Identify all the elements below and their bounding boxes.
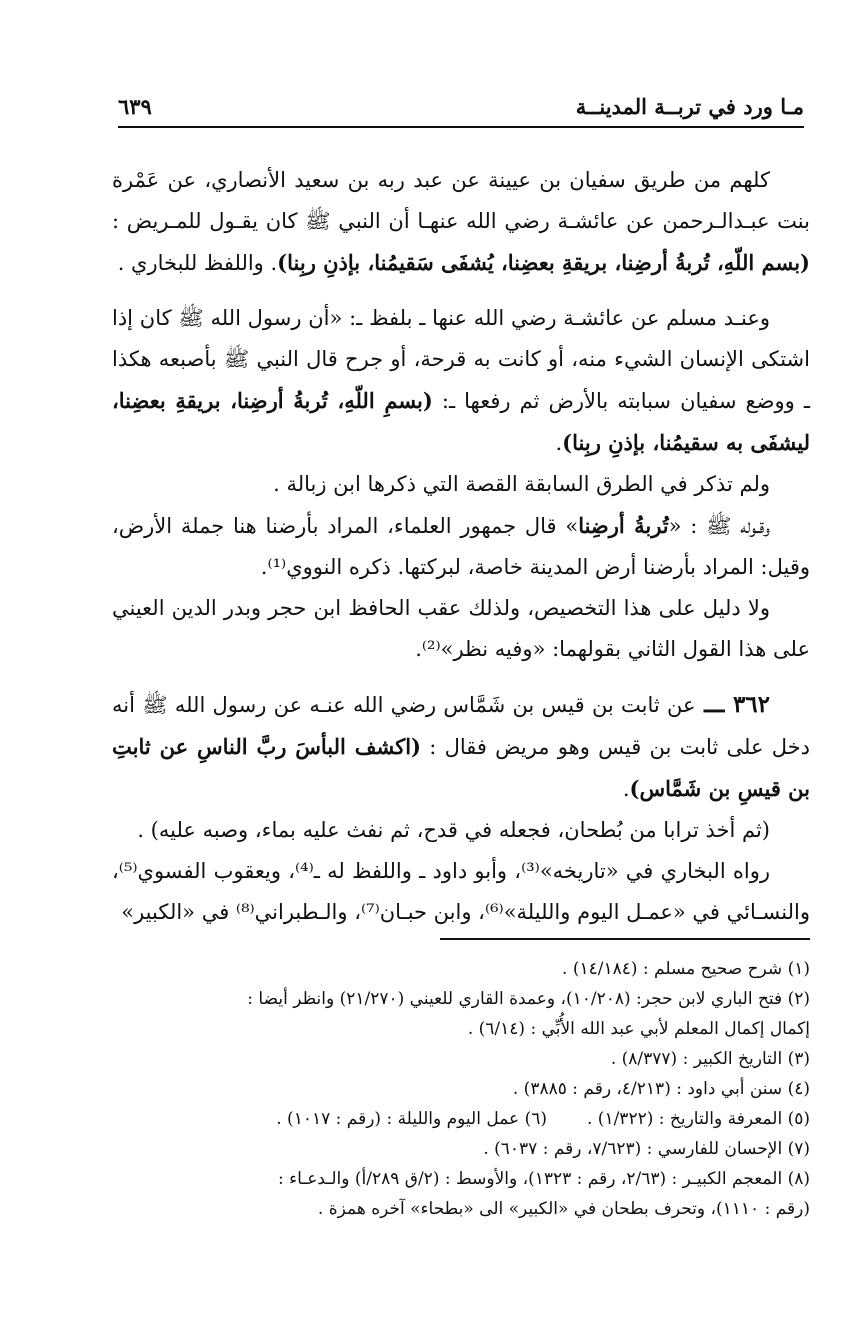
paragraph-4 xyxy=(112,505,810,588)
page-number: ٦٣٩ xyxy=(118,93,152,119)
footnote-7: (٧) الإحسان للفارسي : (٧/٦٢٣، رقم : ٦٠٣٧) . xyxy=(483,1139,810,1159)
hadith-362 xyxy=(112,684,810,810)
paragraph-1-text: كلهم من طريق سفيان بن عيينة عن عبد ربه بن سعيد الأنصاري، عن عَمْرة بنت عبـدالـرحمن عن عائشـة رضي الله عنهـا أن النبي ﷺ كان يقـول للمـريض : xyxy=(112,168,810,233)
footnote-separator xyxy=(440,938,810,940)
paragraph-4-start: وقـوله ﷺ : « xyxy=(668,514,770,538)
paragraph-2-quote: (بسمِ اللّهِ، تُربةُ أرضِنا، بريقةِ بعضِنا، ليشفَى به سقيمُنا، بإذنِ ربِنا) xyxy=(112,388,810,455)
paragraph-1 xyxy=(112,160,810,284)
footnote-1: (١) شرح صحيح مسلم : (١٤/١٨٤) . xyxy=(562,959,810,979)
paragraph-1-quote: (بسم اللّهِ، تُربةُ أرضِنا، بريقةِ بعضِنا، يُشفَى سَقيمُنا، بإذنِ ربِنا) xyxy=(277,250,810,275)
footnote-5: (٥) المعرفة والتاريخ : (١/٣٢٢) . xyxy=(587,1109,810,1129)
paragraph-4-end: » قال جمهور العلماء، المراد بأرضنا هنا جملة الأرض، وقيل: المراد بأرضنا أرض المدينة خاصة، لبركتها. ذكره النووي⁽¹⁾. xyxy=(112,514,810,579)
footnote-5-6-row xyxy=(112,1104,810,1134)
footnote-8-continued: (رقم : ١١١٠)، وتحرف بطحان في «الكبير» الى «بطحاء» آخره همزة . xyxy=(317,1199,810,1219)
paragraph-2-end: . xyxy=(555,431,563,455)
paragraph-2 xyxy=(112,298,810,464)
footnotes xyxy=(112,954,810,1224)
footnote-8: (٨) المعجم الكبيـر : (٢/٦٣، رقم : ١٣٢٣)، والأوسط : (٢/ق ٢٨٩/أ) والـدعـاء : xyxy=(278,1169,810,1189)
footnote-6: (٦) عمل اليوم والليلة : (رقم : ١٠١٧) . xyxy=(276,1109,547,1129)
running-title: مـا ورد في تربــة المدينــة xyxy=(575,93,804,119)
paragraph-6-quote: (اكشف البأسَ ربَّ الناسِ عن ثابتِ بن قيسِ بن شَمَّاس) xyxy=(112,734,810,801)
paragraph-2-text: وعنـد مسلم عن عائشـة رضي الله عنها ـ بلفظ ـ: «أن رسول الله ﷺ كان إذا اشتكى الإنسان الشيء منه، أو كانت به قرحة، أو جرح قال النبي ﷺ بأصبعه هكذا ـ ووضع سفيان سبابته بالأرض ثم رفعها ـ: xyxy=(112,306,810,413)
paragraph-6-end: . xyxy=(622,777,630,801)
hadith-dash: ـــ xyxy=(695,691,733,718)
footnote-4: (٤) سنن أبي داود : (٤/٢١٣، رقم : ٣٨٨٥) . xyxy=(512,1079,810,1099)
footnote-2-continued: إكمال إكمال المعلم لأبي عبد الله الأُبِّي : (٦/١٤) . xyxy=(467,1019,810,1039)
paragraph-7: (ثم أخذ ترابا من بُطحان، فجعله في قدح، ثم نفث عليه بماء، وصبه عليه) . xyxy=(137,818,770,842)
paragraph-8: رواه البخاري في «تاريخه»⁽³⁾، وأبو داود ـ واللفظ له ـ⁽⁴⁾، ويعقوب الفسوي⁽⁵⁾، والنسـائي في «عمـل اليوم والليلة»⁽⁶⁾، وابن حبـان⁽⁷⁾، والـطبراني⁽⁸⁾ في «الكبير» xyxy=(112,859,810,924)
paragraph-5: ولا دليل على هذا التخصيص، ولذلك عقب الحافظ ابن حجر وبدر الدين العيني على هذا القول الثاني بقولهما: «وفيه نظر»⁽²⁾. xyxy=(112,596,810,661)
footnote-2: (٢) فتح الباري لابن حجر: (١٠/٢٠٨)، وعمدة القاري للعيني (٢١/٢٧٠) وانظر أيضا : xyxy=(247,989,810,1009)
paragraph-6-text: عن ثابت بن قيس بن شَمَّاس رضي الله عنـه عن رسول الله ﷺ أنه دخل على ثابت بن قيس وهو مريض فقال : xyxy=(112,693,810,759)
hadith-number: ٣٦٢ xyxy=(732,691,770,718)
footnote-3: (٣) التاريخ الكبير : (٨/٣٧٧) . xyxy=(610,1049,810,1069)
page-header xyxy=(118,86,804,128)
paragraph-1-end: . واللفظ للبخاري . xyxy=(117,251,278,275)
paragraph-3: ولم تذكر في الطرق السابقة القصة التي ذكرها ابن زبالة . xyxy=(273,472,770,496)
paragraph-4-bold: تُربةُ أرضِنا xyxy=(578,513,669,538)
main-text xyxy=(112,160,810,933)
